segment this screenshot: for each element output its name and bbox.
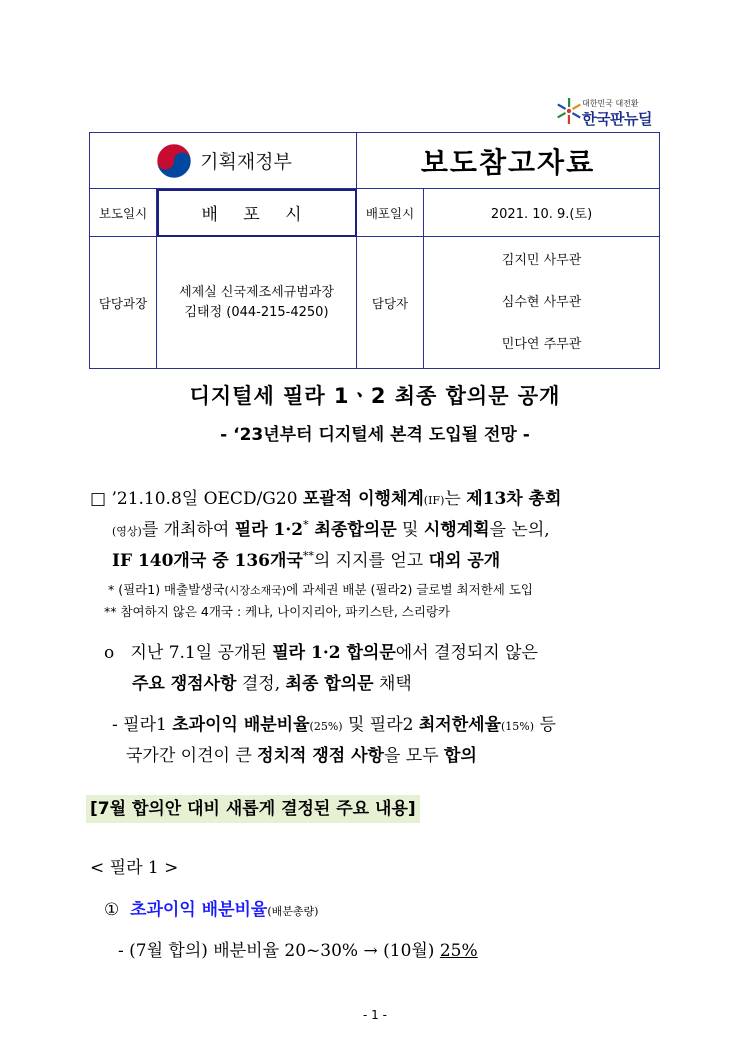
text: 에서 결정되지 않은 (395, 643, 538, 663)
para2-line1 (104, 638, 538, 663)
release-label: 보도일시 (98, 205, 148, 221)
doc-type-cell (357, 133, 660, 189)
press-header-table (89, 132, 660, 369)
para2-line2 (132, 669, 412, 694)
brand-name: 한국판뉴딜 (582, 110, 652, 128)
distribution-label-cell (357, 189, 424, 237)
text-small: (15%) (501, 720, 535, 733)
footnote-mark: ** (302, 549, 314, 563)
staff-member: 민다연 주무관 (501, 336, 582, 352)
doc-type-title: 보도참고자료 (420, 145, 596, 179)
footnote-mark: * (303, 518, 309, 532)
para1-line3 (112, 546, 500, 571)
text: ’21.10.8일 OECD/G20 (111, 489, 303, 509)
text-bold: 정치적 쟁점 사항 (257, 746, 384, 766)
text-small: (영상) (112, 525, 142, 538)
para1-line1 (90, 484, 561, 509)
text: (7월 합의) 배분비율 20~30% → (10월) (129, 941, 440, 961)
section-title: [7월 합의안 대비 새롭게 결정된 주요 내용] (86, 795, 420, 823)
text: 에 과세권 배분 (필라2) 글로벌 최저한세 도입 (286, 582, 533, 597)
dept-line-1: 세제실 신국제조세규범과장 (179, 284, 334, 300)
page-number: - 1 - (363, 1008, 387, 1022)
footnote-2: ** 참여하지 않은 4개국 : 케냐, 나이지리아, 파키스탄, 스리랑카 (104, 604, 451, 619)
ministry-name: 기획재정부 (200, 151, 292, 173)
item1-paren: (배분총량) (267, 905, 319, 918)
release-value: 배 포 시 (201, 205, 312, 225)
distribution-value-cell (424, 189, 660, 237)
item1-heading (104, 895, 318, 920)
staff-member: 심수현 사무관 (501, 294, 582, 310)
dept-line-2: 김태정 (044-215-4250) (184, 304, 329, 320)
brand-tagline: 대한민국 대전환 (582, 99, 639, 108)
dept-label-cell (90, 237, 157, 369)
text-bold: 최종 합의문 (285, 674, 374, 694)
dash-marker: - (118, 941, 124, 961)
text-bold: 제13차 총회 (466, 489, 562, 509)
circled-number-icon: ① (104, 900, 120, 920)
staff-label: 담당자 (371, 295, 409, 311)
text-bold: 포괄적 이행체계 (302, 489, 424, 509)
taegeuk-emblem-icon (154, 141, 194, 181)
para3-line2 (126, 741, 477, 766)
pillar-heading: < 필라 1 > (90, 858, 179, 878)
dept-value-cell (157, 237, 357, 369)
item1-title: 초과이익 배분비율 (130, 900, 268, 920)
subheadline: - ‘23년부터 디지털세 본격 도입될 전망 - (220, 425, 530, 445)
para1-line2 (112, 515, 550, 540)
text-bold: 필라 1·2 (234, 520, 304, 540)
staff-member: 김지민 사무관 (501, 252, 582, 268)
text: 는 (444, 489, 467, 509)
text: 결정, (236, 674, 286, 694)
checkbox-square-icon: □ (90, 489, 107, 509)
bullet-circle-icon: o (104, 643, 115, 663)
footnote-1 (108, 580, 533, 598)
distribution-label: 배포일시 (365, 205, 415, 221)
text: 의 지지를 얻고 (313, 551, 429, 571)
new-deal-logo-icon (556, 96, 582, 126)
text-small: (IF) (423, 494, 445, 507)
text: 및 (396, 520, 424, 540)
text: 을 모두 (383, 746, 445, 766)
staff-label-cell (357, 237, 424, 369)
text-underline: 25% (439, 941, 478, 961)
text-bold: 최종합의문 (308, 520, 397, 540)
staff-list-cell (424, 237, 660, 369)
text: 을 논의, (489, 520, 550, 540)
dash-marker: - (112, 715, 118, 735)
brand-logo (556, 96, 666, 130)
text-bold: 시행계획 (423, 520, 490, 540)
headline: 디지털세 필라 1ㆍ2 최종 합의문 공개 (189, 384, 561, 408)
release-value-cell (157, 189, 357, 237)
text-small: (시장소재국) (224, 584, 287, 597)
para3-line1 (112, 710, 556, 735)
item1-detail (118, 936, 478, 961)
text-small: (25%) (309, 720, 343, 733)
text: 및 필라2 (342, 715, 419, 735)
text: 필라1 (123, 715, 173, 735)
text-bold: IF 140개국 중 136개국 (112, 551, 303, 571)
text-bold: 대외 공개 (428, 551, 501, 571)
text: 등 (534, 715, 556, 735)
text-bold: 초과이익 배분비율 (172, 715, 310, 735)
text-bold: 필라 1·2 합의문 (272, 643, 396, 663)
dept-label: 담당과장 (98, 295, 148, 311)
text: 지난 7.1일 공개된 (130, 643, 273, 663)
text-bold: 주요 쟁점사항 (132, 674, 237, 694)
text-bold: 최저한세율 (418, 715, 501, 735)
text: 를 개최하여 (141, 520, 235, 540)
ministry-logo-cell (90, 133, 357, 189)
distribution-value: 2021. 10. 9.(토) (490, 207, 593, 222)
text: 채택 (373, 674, 412, 694)
text: * (필라1) 매출발생국 (108, 582, 225, 597)
text-bold: 합의 (444, 746, 477, 766)
text: 국가간 이견이 큰 (126, 746, 258, 766)
release-label-cell (90, 189, 157, 237)
